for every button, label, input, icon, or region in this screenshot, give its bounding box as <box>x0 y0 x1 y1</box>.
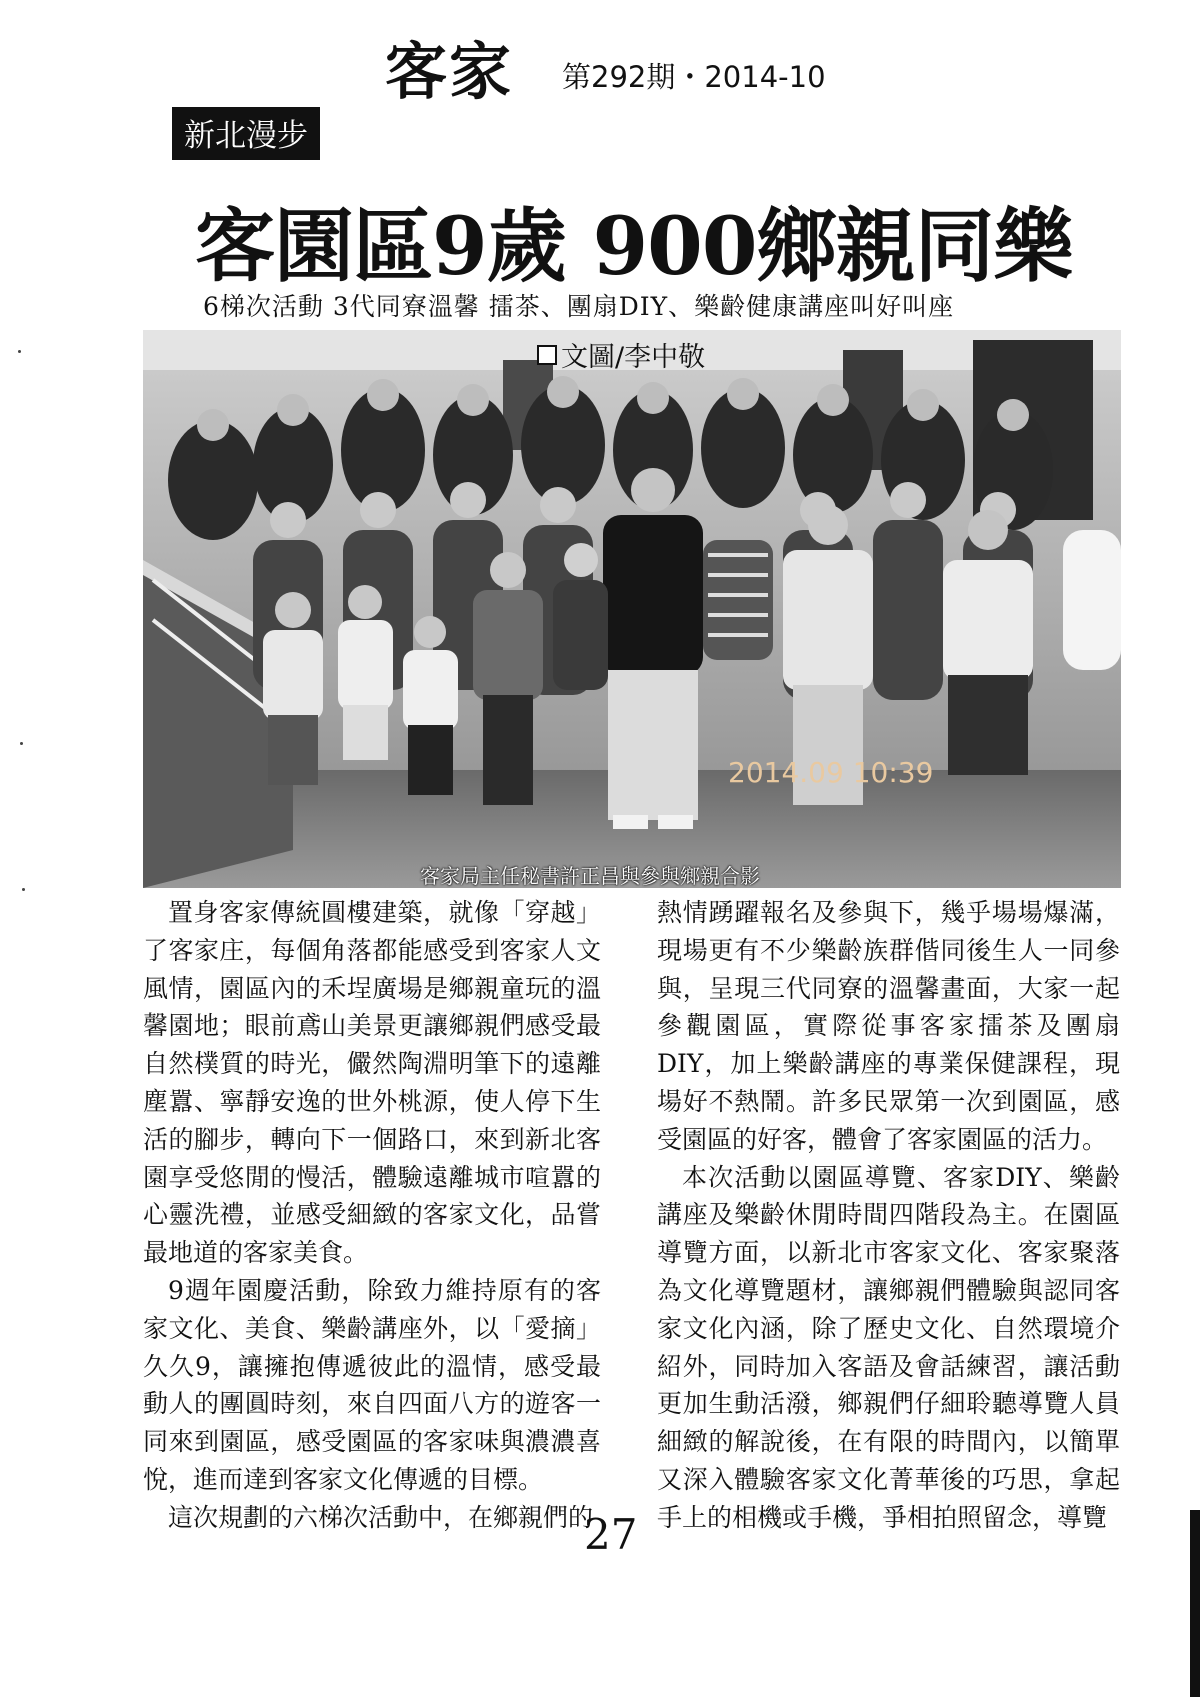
page-number: 27 <box>584 1510 638 1559</box>
scan-edge-bar <box>1190 1510 1200 1697</box>
article-paragraph: 這次規劃的六梯次活動中，在鄉親們的 <box>168 1502 594 1532</box>
masthead-logo: 客家 <box>385 35 514 108</box>
byline-text: 文圖/李中敬 <box>561 342 706 373</box>
photo-timestamp: 2014.09 10:39 <box>728 756 934 789</box>
scan-speck <box>20 742 23 745</box>
subheadline: 6梯次活動 3代同寮溫馨 擂茶、團扇DIY、樂齡健康講座叫好叫座 <box>203 292 955 321</box>
scan-speck <box>22 888 25 891</box>
article-paragraph: 置身客家傳統圓樓建築，就像「穿越」了客家庄，每個角落都能感受到客家人文風情，園區內的禾埕廣場是鄉親童玩的溫馨園地；眼前鳶山美景更讓鄉親們感受最自然樸質的時光，儼然陶淵明筆下的遠離塵囂、寧靜安逸的世外桃源，使人停下生活的腳步，轉向下一個路口，來到新北客園享受悠閒的慢活，體驗遠離城市喧囂的心靈洗禮，並感受細緻的客家文化，品嘗最地道的客家美食。 <box>143 898 601 1268</box>
article-paragraph: 本次活動以園區導覽、客家DIY、樂齡講座及樂齡休閒時間四階段為主。在園區導覽方面，以新北市客家文化、客家聚落為文化導覽題材，讓鄉親們體驗與認同客家文化內涵，除了歷史文化、自然環境介紹外，同時加入客語及會話練習，讓活動更加生動活潑，鄉親們仔細聆聽導覽人員細緻的解說後，在有限的時間內，以簡單又深入體驗客家文化菁華後的巧思，拿起手上的相機或手機，爭相拍照留念，導覽 <box>657 1162 1120 1532</box>
issue-info: 第292期・2014-10 <box>562 60 826 94</box>
scan-speck <box>18 350 21 353</box>
headline: 客園區9歲 900鄉親同樂 <box>195 199 1073 293</box>
article-column-left <box>143 894 601 1537</box>
article-paragraph: 9週年園慶活動，除致力維持原有的客家文化、美食、樂齡講座外，以「愛摘」久久9，讓擁抱傳遞彼此的溫情，感受最動人的團圓時刻，來自四面八方的遊客一同來到園區，感受園區的客家味與濃濃喜悅，進而達到客家文化傳遞的目標。 <box>143 1275 601 1494</box>
section-tag: 新北漫步 <box>172 107 320 160</box>
checkbox-square-icon <box>537 345 557 365</box>
article-paragraph: 熱情踴躍報名及參與下，幾乎場場爆滿，現場更有不少樂齡族群偕同後生人一同參與，呈現三代同寮的溫馨畫面，大家一起參觀園區，實際從事客家擂茶及團扇DIY，加上樂齡講座的專業保健課程，現場好不熱鬧。許多民眾第一次到園區，感受園區的好客，體會了客家園區的活力。 <box>657 898 1120 1154</box>
photo-caption: 客家局主任秘書許正昌與參與鄉親合影 <box>420 864 760 888</box>
article-column-right <box>657 894 1120 1537</box>
byline <box>537 335 705 374</box>
group-photo <box>143 330 1121 888</box>
